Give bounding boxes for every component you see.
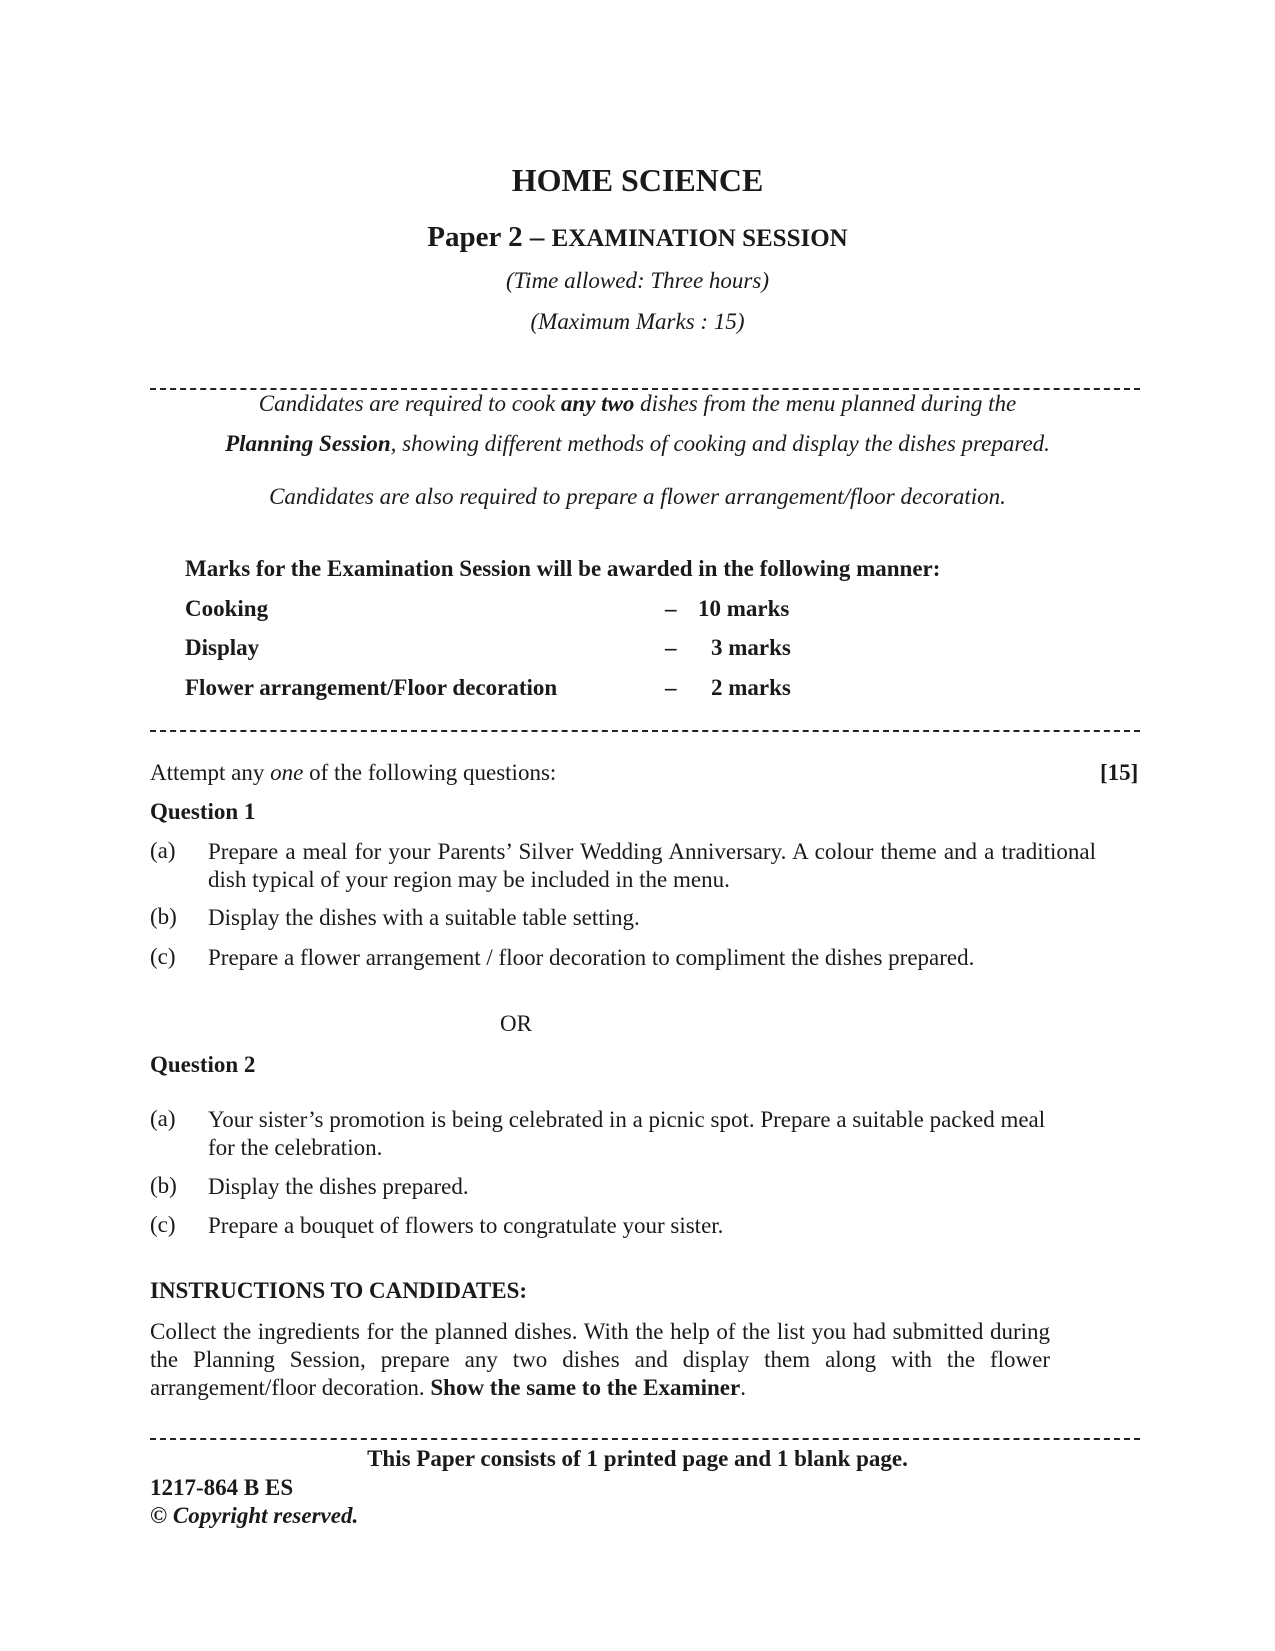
item-text: Prepare a bouquet of flowers to congratulate your sister. — [208, 1213, 724, 1238]
time-allowed: (Time allowed: Three hours) — [506, 268, 769, 293]
paper-dash: – — [529, 221, 545, 253]
marks-label: Flower arrangement/Floor decoration — [185, 675, 558, 700]
marks-label: Cooking — [185, 596, 269, 621]
item-letter: (a) — [150, 1106, 176, 1131]
marks-dash: – — [665, 596, 677, 621]
item-letter: (c) — [150, 1212, 176, 1237]
attempt-instruction — [150, 760, 556, 786]
instructions-end: . — [740, 1375, 746, 1400]
attempt-text-b: of the following questions: — [303, 760, 557, 785]
question-item — [150, 1106, 1100, 1166]
maximum-marks: (Maximum Marks : 15) — [530, 309, 745, 334]
divider-middle — [150, 730, 1140, 732]
question-2-title: Question 2 — [150, 1052, 256, 1077]
paper-prefix: Paper 2 — [427, 221, 523, 253]
question-item — [150, 1212, 1100, 1242]
question-item — [150, 1173, 1100, 1203]
page-info: This Paper consists of 1 printed page and 1 blank page. — [367, 1446, 908, 1471]
item-letter: (a) — [150, 838, 176, 863]
intro-line-2-bold: Planning Session — [225, 431, 391, 456]
marks-dash: – — [665, 635, 677, 660]
question-item — [150, 904, 1100, 934]
item-letter: (b) — [150, 1173, 177, 1198]
marks-value: 10 marks — [698, 596, 790, 621]
item-letter: (b) — [150, 904, 177, 929]
question-item — [150, 944, 1100, 974]
marks-row — [185, 596, 885, 626]
instructions-body: Collect the ingredients for the planned dishes. With the help of the list you had submitted during the Planning Session, prepare any two dishes and display them along with the flower arrangement/floor decoration. — [150, 1319, 1050, 1400]
instructions-text — [150, 1318, 1050, 1402]
item-letter: (c) — [150, 944, 176, 969]
item-text: Display the dishes with a suitable table setting. — [208, 905, 640, 930]
paper-session: EXAMINATION SESSION — [551, 225, 848, 252]
intro-line-3: Candidates are also required to prepare a flower arrangement/floor decoration. — [269, 484, 1006, 509]
total-marks: [15] — [1100, 760, 1139, 785]
item-text: Display the dishes prepared. — [208, 1174, 469, 1199]
marks-row — [185, 635, 885, 665]
copyright: © Copyright reserved. — [150, 1503, 359, 1528]
marks-dash: – — [665, 675, 677, 700]
subject-title: HOME SCIENCE — [511, 162, 764, 198]
intro-line-1a: Candidates are required to cook — [258, 391, 561, 416]
instructions-title: INSTRUCTIONS TO CANDIDATES: — [150, 1278, 528, 1303]
marks-heading: Marks for the Examination Session will be awarded in the following manner: — [185, 556, 941, 581]
marks-value: 2 marks — [711, 675, 791, 700]
intro-line-2b: , showing different methods of cooking and display the dishes prepared. — [390, 431, 1050, 456]
marks-label: Display — [185, 635, 260, 660]
attempt-text-a: Attempt any — [150, 760, 271, 785]
attempt-text-italic: one — [270, 760, 304, 785]
marks-row — [185, 675, 885, 705]
intro-line-1 — [0, 391, 1275, 417]
divider-bottom — [150, 1438, 1140, 1440]
divider-top — [150, 388, 1140, 390]
question-item — [150, 838, 1100, 898]
question-1-title: Question 1 — [150, 799, 256, 824]
intro-line-2 — [0, 431, 1275, 457]
intro-line-1-bold: any two — [560, 391, 635, 416]
paper-title — [0, 221, 1275, 254]
or-separator: OR — [500, 1011, 532, 1036]
intro-line-1b: dishes from the menu planned during the — [634, 391, 1017, 416]
item-text: Your sister’s promotion is being celebrated in a picnic spot. Prepare a suitable packed meal for the celebration. — [208, 1107, 1046, 1160]
marks-value: 3 marks — [711, 635, 791, 660]
instructions-bold-tail: Show the same to the Examiner — [430, 1375, 741, 1400]
item-text: Prepare a flower arrangement / floor decoration to compliment the dishes prepared. — [208, 945, 975, 970]
item-text: Prepare a meal for your Parents’ Silver Wedding Anniversary. A colour theme and a traditional dish typical of your region may be included in the menu. — [208, 839, 1096, 892]
paper-code: 1217-864 B ES — [150, 1475, 294, 1500]
